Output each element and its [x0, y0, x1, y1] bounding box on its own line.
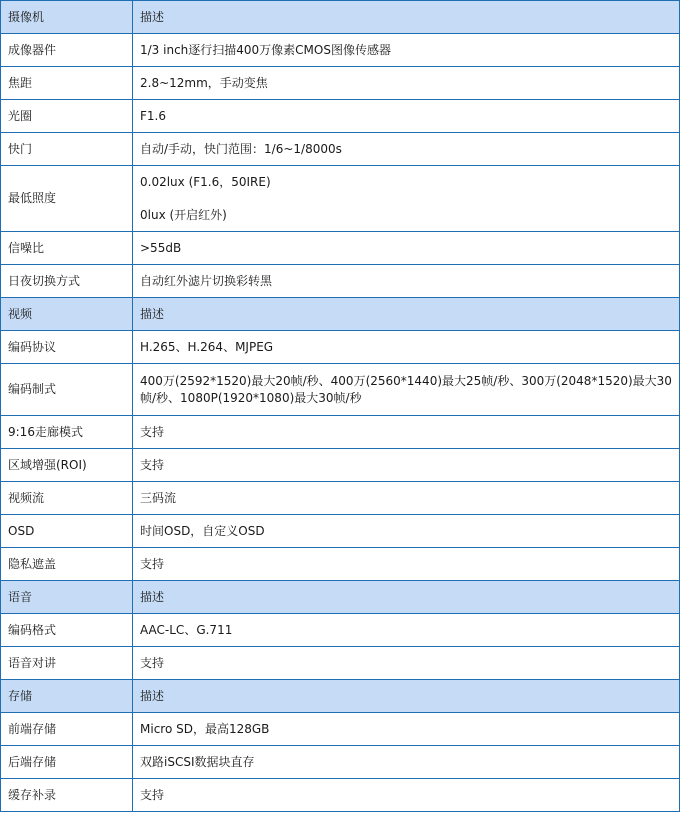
section-desc-header: 描述 [133, 298, 680, 331]
table-row [1, 515, 680, 548]
spec-value: 自动/手动，快门范围：1/6~1/8000s [133, 133, 680, 166]
section-header-video [1, 298, 680, 331]
spec-key: 成像器件 [1, 34, 133, 67]
section-header-audio [1, 581, 680, 614]
spec-value: Micro SD，最高128GB [133, 713, 680, 746]
spec-value: 400万(2592*1520)最大20帧/秒、400万(2560*1440)最大25帧/秒、300万(2048*1520)最大30帧/秒、1080P(1920*1080)最大30帧/秒 [133, 364, 680, 416]
table-row [1, 614, 680, 647]
table-row [1, 166, 680, 232]
spec-value: 支持 [133, 449, 680, 482]
spec-value: 2.8~12mm，手动变焦 [133, 67, 680, 100]
table-row [1, 449, 680, 482]
spec-value-line: 0.02lux (F1.6，50IRE) [140, 174, 271, 189]
table-row [1, 647, 680, 680]
table-row [1, 482, 680, 515]
spec-key: 区域增强(ROI) [1, 449, 133, 482]
spec-key: 缓存补录 [1, 779, 133, 812]
spec-value: >55dB [133, 232, 680, 265]
spec-value: 1/3 inch逐行扫描400万像素CMOS图像传感器 [133, 34, 680, 67]
spec-key: 视频流 [1, 482, 133, 515]
table-row [1, 713, 680, 746]
table-row [1, 67, 680, 100]
spec-value-line: 0lux (开启红外) [140, 207, 227, 222]
table-row [1, 779, 680, 812]
spec-value: 三码流 [133, 482, 680, 515]
spec-key: 日夜切换方式 [1, 265, 133, 298]
spec-value: 支持 [133, 416, 680, 449]
spec-value: 支持 [133, 548, 680, 581]
table-row [1, 331, 680, 364]
section-title: 存储 [1, 680, 133, 713]
spec-key: 前端存储 [1, 713, 133, 746]
spec-key: 语音对讲 [1, 647, 133, 680]
spec-key: 光圈 [1, 100, 133, 133]
spec-value: 双路iSCSI数据块直存 [133, 746, 680, 779]
spec-key: 编码制式 [1, 364, 133, 416]
spec-key: 快门 [1, 133, 133, 166]
spec-value: 自动红外滤片切换彩转黑 [133, 265, 680, 298]
spec-key: 后端存储 [1, 746, 133, 779]
table-row [1, 100, 680, 133]
section-desc-header: 描述 [133, 1, 680, 34]
spec-key: 隐私遮盖 [1, 548, 133, 581]
spec-key: 最低照度 [1, 166, 133, 232]
spec-value: H.265、H.264、MJPEG [133, 331, 680, 364]
spec-value: 支持 [133, 647, 680, 680]
section-desc-header: 描述 [133, 680, 680, 713]
spec-key: 编码协议 [1, 331, 133, 364]
section-desc-header: 描述 [133, 581, 680, 614]
spec-key: 9:16走廊模式 [1, 416, 133, 449]
spec-value: 时间OSD，自定义OSD [133, 515, 680, 548]
table-row [1, 364, 680, 416]
table-row [1, 746, 680, 779]
section-header-camera [1, 1, 680, 34]
table-row [1, 548, 680, 581]
spec-key: OSD [1, 515, 133, 548]
table-row [1, 232, 680, 265]
spec-key: 信噪比 [1, 232, 133, 265]
spec-value: AAC-LC、G.711 [133, 614, 680, 647]
spec-value: F1.6 [133, 100, 680, 133]
spec-key: 焦距 [1, 67, 133, 100]
section-title: 语音 [1, 581, 133, 614]
section-title: 摄像机 [1, 1, 133, 34]
table-row [1, 34, 680, 67]
table-row [1, 133, 680, 166]
spec-key: 编码格式 [1, 614, 133, 647]
spec-value: 支持 [133, 779, 680, 812]
spec-value-multiline [133, 166, 680, 232]
section-header-storage [1, 680, 680, 713]
table-row [1, 265, 680, 298]
table-row [1, 416, 680, 449]
section-title: 视频 [1, 298, 133, 331]
